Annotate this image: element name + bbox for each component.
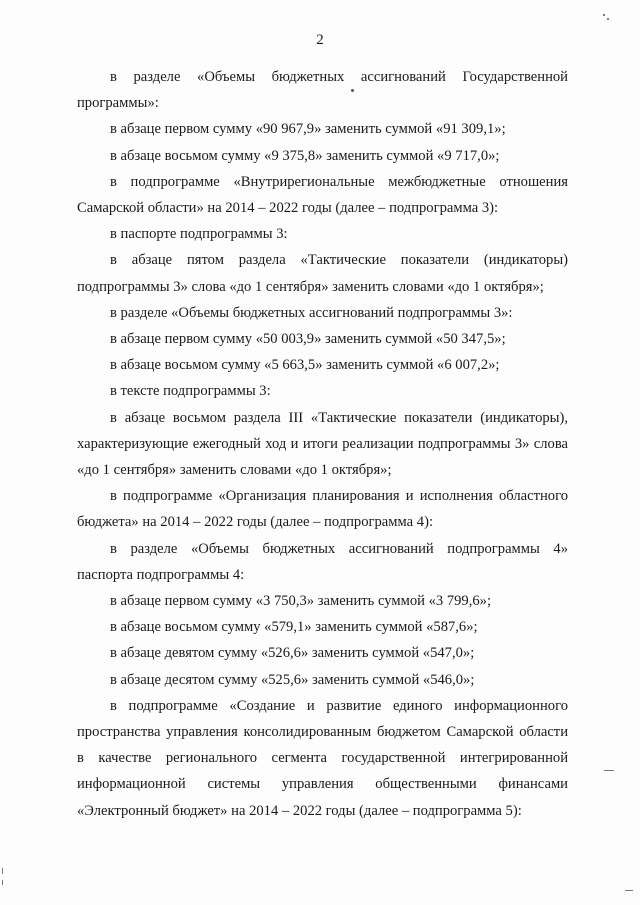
paragraph-1: в разделе «Объемы бюджетных ассигнований Государственной программы»: (77, 69, 568, 112)
paragraph-7: в разделе «Объемы бюджетных ассигнований подпрограммы 3»: (110, 304, 513, 321)
paragraph-11: в абзаце восьмом раздела III «Тактические показатели (индикаторы), характеризующие ежегодный ход и итоги реализации подпрограммы 3» слова «до 1 сентября» заменить словами «до 1 октября»; (77, 409, 568, 479)
paragraph-13: в разделе «Объемы бюджетных ассигнований подпрограммы 4» паспорта подпрограммы 4: (77, 540, 568, 583)
paragraph-3: в абзаце восьмом сумму «9 375,8» заменить суммой «9 717,0»; (110, 147, 500, 164)
scan-mark (2, 880, 3, 885)
paragraph-17: в абзаце десятом сумму «525,6» заменить суммой «546,0»; (110, 671, 475, 688)
paragraph-12: в подпрограмме «Организация планирования и исполнения областного бюджета» на 2014 – 2022 годы (далее – подпрограмма 4): (77, 488, 568, 531)
document-body (77, 64, 568, 824)
paragraph-6: в абзаце пятом раздела «Тактические показатели (индикаторы) подпрограммы 3» слова «до 1 сентября» заменить словами «до 1 октября»; (77, 252, 568, 295)
paragraph-4: в подпрограмме «Внутрирегиональные межбюджетные отношения Самарской области» на 2014 – 2022 годы (далее – подпрограмма 3): (77, 173, 568, 217)
paragraph-5: в паспорте подпрограммы 3: (110, 226, 288, 243)
scan-speck (603, 14, 605, 16)
page-number: 2 (316, 32, 324, 48)
paragraph-8: в абзаце первом сумму «50 003,9» заменить суммой «50 347,5»; (110, 331, 506, 348)
scan-speck (351, 89, 354, 92)
paragraph-9: в абзаце восьмом сумму «5 663,5» заменить суммой «6 007,2»; (110, 357, 500, 374)
scan-mark (2, 868, 3, 874)
paragraph-16: в абзаце девятом сумму «526,6» заменить суммой «547,0»; (110, 645, 475, 662)
paragraph-14: в абзаце первом сумму «3 750,3» заменить суммой «3 799,6»; (110, 593, 492, 610)
paragraph-18: в подпрограмме «Создание и развитие единого информационного пространства управления консолидированным бюджетом Самарской области в качестве регионального сегмента государственной интегрированной информационной системы управления общественными финансами «Электронный бюджет» на 2014 – 2022 годы (далее – подпрограмма 5): (77, 697, 568, 819)
paragraph-2: в абзаце первом сумму «90 967,9» заменить суммой «91 309,1»; (110, 121, 506, 138)
scan-mark (604, 770, 614, 771)
scan-mark (625, 890, 633, 891)
paragraph-15: в абзаце восьмом сумму «579,1» заменить суммой «587,6»; (110, 619, 478, 636)
scan-speck (607, 18, 609, 20)
paragraph-10: в тексте подпрограммы 3: (110, 383, 271, 400)
